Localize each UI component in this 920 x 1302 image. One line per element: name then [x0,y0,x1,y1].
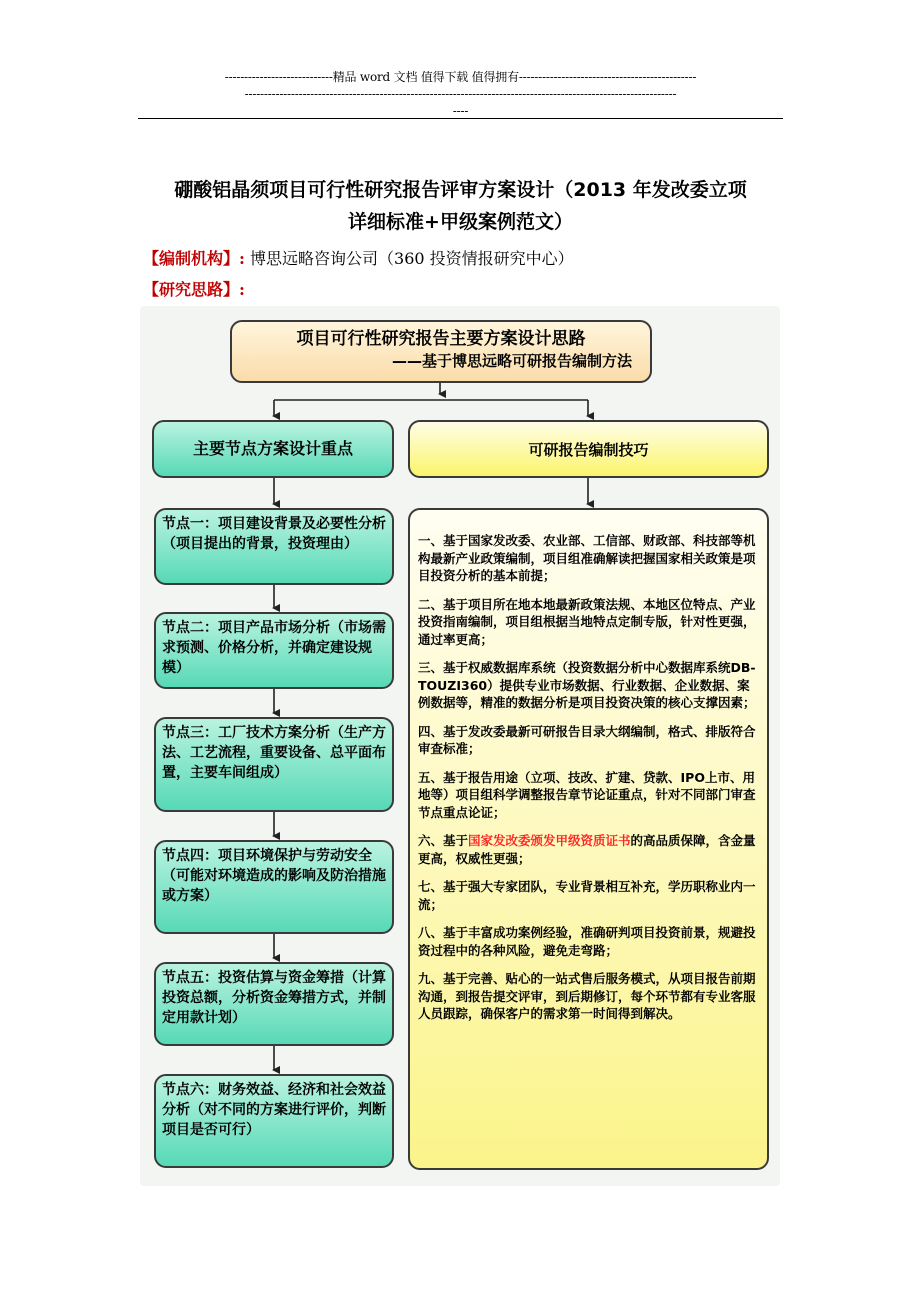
diagram-title-main: 项目可行性研究报告主要方案设计思路 [296,329,586,349]
diagram-title-sub: ——基于博思远略可研报告编制方法 [391,352,632,370]
research-label: 【研究思路】: [143,280,245,299]
tip-6-highlight: 国家发改委颁发甲级资质证书 [468,833,631,848]
flow-diagram [140,306,780,1186]
document-title-line-1: 硼酸铝晶须项目可行性研究报告评审方案设计（2013 年发改委立项 [174,179,747,201]
tip-7: 七、基于强大专家团队，专业背景相互补充，学历职称业内一流； [418,879,756,912]
research-line [143,277,245,300]
header-line-1: ----------------------------精品 word 文档 值得下载 值得拥有---------------------------------------------- [224,70,697,84]
tip-4: 四、基于发改委最新可研报告目录大纲编制，格式、排版符合审查标准； [418,723,756,756]
org-value: 博思远略咨询公司（360 投资情报研究中心） [250,249,574,268]
right-column-header: 可研报告编制技巧 [408,420,769,478]
org-label: 【编制机构】: [143,249,245,268]
tip-5: 五、基于报告用途（立项、技改、扩建、贷款、IPO上市、用地等）项目组科学调整报告章节论证重点，针对不同部门审查节点重点论证； [418,769,756,820]
tip-8: 八、基于丰富成功案例经验，准确研判项目投资前景，规避投资过程中的各种风险，避免走弯路； [418,925,756,958]
tip-6-suffix: 的高品质保障，含金量更高，权威性更强； [418,833,756,866]
header-rule [138,118,783,119]
node-6: 节点六：财务效益、经济和社会效益分析（对不同的方案进行评价，判断项目是否可行） [154,1074,394,1168]
tip-3: 三、基于权威数据库系统（投资数据分析中心数据库系统DB-TOUZI360）提供专业市场数据、行业数据、企业数据、案例数据等，精准的数据分析是项目投资决策的核心支撑因素； [418,660,756,710]
node-4: 节点四：项目环境保护与劳动安全（可能对环境造成的影响及防治措施或方案） [154,840,394,934]
node-3: 节点三：工厂技术方案分析（生产方法、工艺流程，重要设备、总平面布置，主要车间组成） [154,717,394,812]
diagram-title-box [230,320,652,383]
tip-2: 二、基于项目所在地本地最新政策法规、本地区位特点、产业投资指南编制，项目组根据当地特点定制专版，针对性更强，通过率更高； [418,596,756,647]
left-column-header: 主要节点方案设计重点 [152,420,394,478]
org-line [143,246,574,269]
header-line-2: ---------------------------------------------------------------------------------------------------------------- [244,87,677,101]
node-5: 节点五：投资估算与资金筹措（计算投资总额，分析资金筹措方式，并制定用款计划） [154,962,394,1046]
tip-6 [418,832,759,867]
header-line-3: ---- [452,104,469,118]
tips-panel [408,508,769,1170]
node-1: 节点一：项目建设背景及必要性分析（项目提出的背景，投资理由） [154,508,394,585]
tip-9: 九、基于完善、贴心的一站式售后服务模式，从项目报告前期沟通，到报告提交评审，到后期修订，每个环节都有专业客服人员跟踪，确保客户的需求第一时间得到解决。 [418,971,756,1021]
tip-6-prefix: 六、基于 [418,833,469,848]
node-2: 节点二：项目产品市场分析（市场需求预测、价格分析，并确定建设规模） [154,612,394,689]
tip-1: 一、基于国家发改委、农业部、工信部、财政部、科技部等机构最新产业政策编制，项目组准确解读把握国家相关政策是项目投资分析的基本前提； [418,533,756,583]
document-title-line-2: 详细标准+甲级案例范文） [348,211,573,233]
